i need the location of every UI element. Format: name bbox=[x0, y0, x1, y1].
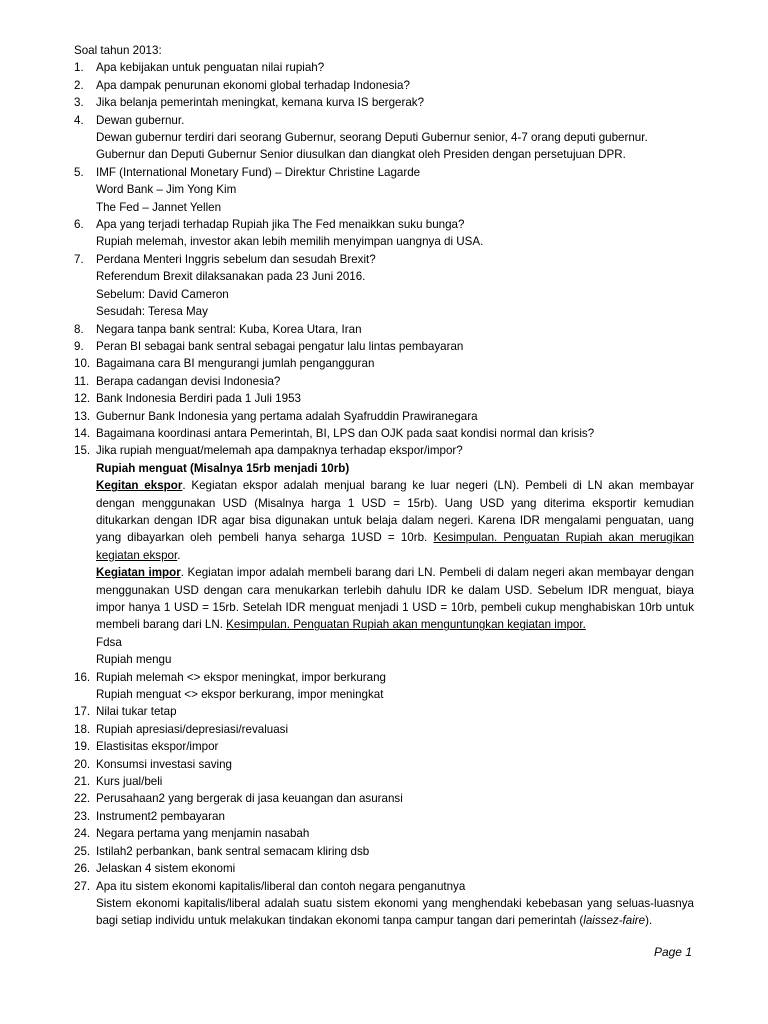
item-line: Rupiah apresiasi/depresiasi/revaluasi bbox=[96, 722, 289, 736]
list-item bbox=[74, 790, 694, 807]
item-number: 12. bbox=[74, 392, 91, 406]
item-body bbox=[96, 355, 694, 372]
list-item bbox=[74, 738, 694, 755]
item-body bbox=[96, 94, 694, 111]
item-number: 5. bbox=[74, 165, 84, 179]
item-line: Referendum Brexit dilaksanakan pada 23 Juni 2016. bbox=[96, 270, 366, 284]
item-number: 11. bbox=[74, 374, 90, 388]
item-number: 9. bbox=[74, 339, 84, 353]
impor-text: . Kegiatan impor adalah membeli barang dari LN. Pembeli di dalam negeri akan membayar dengan menggunakan USD dengan cara menukarkan terlebih dahulu IDR ke dalam USD. Sebelum IDR menguat, biaya impor hanya 1 USD = 15rb. Setelah IDR menguat menjadi 1 USD = 10rb, pembeli cukup menghabiskan 10rb untuk membeli barang dari LN. bbox=[96, 566, 695, 632]
item-line: The Fed – Jannet Yellen bbox=[96, 200, 222, 214]
list-item bbox=[74, 77, 694, 94]
item-15-question: Jika rupiah menguat/melemah apa dampaknya terhadap ekspor/impor? bbox=[96, 444, 463, 458]
item-number: 24. bbox=[74, 827, 91, 841]
item-number: 20. bbox=[74, 757, 91, 771]
item-line: Bank Indonesia Berdiri pada 1 Juli 1953 bbox=[96, 392, 301, 406]
item-body bbox=[96, 373, 694, 390]
item-line: Sebelum: David Cameron bbox=[96, 287, 229, 301]
item-line: IMF (International Monetary Fund) – Direktur Christine Lagarde bbox=[96, 165, 421, 179]
item-body bbox=[96, 442, 694, 668]
item-number: 3. bbox=[74, 96, 84, 110]
list-item bbox=[74, 825, 694, 842]
item-line: Rupiah melemah <> ekspor meningkat, impor berkurang bbox=[96, 670, 386, 684]
impor-paragraph bbox=[96, 564, 694, 634]
item-27-answer-end: ). bbox=[645, 914, 653, 928]
item-body bbox=[96, 773, 694, 790]
item-body bbox=[96, 669, 694, 704]
item-number: 2. bbox=[74, 78, 84, 92]
item-number: 25. bbox=[74, 844, 91, 858]
item-body bbox=[96, 251, 694, 321]
item-number: 10. bbox=[74, 357, 91, 371]
item-body bbox=[96, 808, 694, 825]
item-line: Gubernur Bank Indonesia yang pertama adalah Syafruddin Prawiranegara bbox=[96, 409, 478, 423]
item-number: 18. bbox=[74, 722, 91, 736]
item-15-subheading: Rupiah menguat (Misalnya 15rb menjadi 10rb) bbox=[96, 461, 350, 475]
item-line: Dewan gubernur. bbox=[96, 113, 185, 127]
item-line: Dewan gubernur terdiri dari seorang Gubernur, seorang Deputi Gubernur senior, 4-7 orang deputi gubernur. bbox=[96, 131, 648, 145]
item-body bbox=[96, 843, 694, 860]
item-body bbox=[96, 216, 694, 251]
item-body bbox=[96, 756, 694, 773]
item-number: 6. bbox=[74, 218, 84, 232]
item-line: Bagaimana cara BI mengurangi jumlah pengangguran bbox=[96, 357, 375, 371]
item-body bbox=[96, 860, 694, 877]
list-item-27 bbox=[74, 878, 694, 930]
item-line: Apa yang terjadi terhadap Rupiah jika The Fed menaikkan suku bunga? bbox=[96, 218, 465, 232]
item-line: Konsumsi investasi saving bbox=[96, 757, 232, 771]
list-item bbox=[74, 94, 694, 111]
list-item bbox=[74, 251, 694, 321]
list-item bbox=[74, 59, 694, 76]
item-line: Apa kebijakan untuk penguatan nilai rupiah? bbox=[96, 61, 325, 75]
item-line: Apa dampak penurunan ekonomi global terhadap Indonesia? bbox=[96, 78, 410, 92]
ekspor-conclusion: Kesimpulan. Penguatan Rupiah akan merugikan kegiatan ekspor bbox=[96, 531, 694, 562]
item-number: 16. bbox=[74, 670, 91, 684]
list-item bbox=[74, 408, 694, 425]
list-item bbox=[74, 843, 694, 860]
item-line: Istilah2 perbankan, bank sentral semacam kliring dsb bbox=[96, 844, 370, 858]
ekspor-end: . bbox=[177, 548, 181, 562]
item-27-question: Apa itu sistem ekonomi kapitalis/liberal dan contoh negara penganutnya bbox=[96, 879, 466, 893]
list-item bbox=[74, 703, 694, 720]
list-item bbox=[74, 112, 694, 164]
question-list-continued bbox=[74, 669, 694, 878]
item-body bbox=[96, 59, 694, 76]
item-line: Berapa cadangan devisi Indonesia? bbox=[96, 374, 281, 388]
item-body bbox=[96, 738, 694, 755]
item-body bbox=[96, 425, 694, 442]
list-item bbox=[74, 860, 694, 877]
list-item bbox=[74, 721, 694, 738]
item-line: Word Bank – Jim Yong Kim bbox=[96, 183, 237, 197]
list-item bbox=[74, 669, 694, 704]
question-list bbox=[74, 59, 694, 442]
item-number: 22. bbox=[74, 792, 91, 806]
item-line: Rupiah melemah, investor akan lebih memilih menyimpan uangnya di USA. bbox=[96, 235, 484, 249]
item-line: Bagaimana koordinasi antara Pemerintah, BI, LPS dan OJK pada saat kondisi normal dan krisis? bbox=[96, 426, 595, 440]
item-body bbox=[96, 878, 694, 930]
document-body bbox=[74, 42, 694, 930]
item-number: 4. bbox=[74, 113, 84, 127]
page-number: Page 1 bbox=[653, 945, 692, 959]
item-line: Peran BI sebagai bank sentral sebagai pengatur lalu lintas pembayaran bbox=[96, 339, 464, 353]
item-body bbox=[96, 77, 694, 94]
item-15-note-1: Fdsa bbox=[96, 635, 122, 649]
list-item bbox=[74, 808, 694, 825]
list-item bbox=[74, 756, 694, 773]
item-line: Perdana Menteri Inggris sebelum dan sesudah Brexit? bbox=[96, 252, 376, 266]
impor-conclusion: Kesimpulan. Penguatan Rupiah akan menguntungkan kegiatan impor. bbox=[226, 618, 586, 632]
item-body bbox=[96, 825, 694, 842]
impor-term: Kegiatan impor bbox=[96, 566, 181, 580]
item-body bbox=[96, 164, 694, 216]
item-27-answer-term: laissez-faire bbox=[583, 914, 646, 928]
list-item bbox=[74, 216, 694, 251]
item-line: Jelaskan 4 sistem ekonomi bbox=[96, 862, 236, 876]
item-line: Instrument2 pembayaran bbox=[96, 809, 225, 823]
item-body bbox=[96, 338, 694, 355]
item-line: Gubernur dan Deputi Gubernur Senior diusulkan dan diangkat oleh Presiden dengan persetujuan DPR. bbox=[96, 148, 626, 162]
list-item bbox=[74, 321, 694, 338]
item-body bbox=[96, 790, 694, 807]
item-number: 1. bbox=[74, 61, 84, 75]
item-body bbox=[96, 703, 694, 720]
item-body bbox=[96, 390, 694, 407]
list-item bbox=[74, 773, 694, 790]
item-line: Kurs jual/beli bbox=[96, 775, 163, 789]
item-body bbox=[96, 721, 694, 738]
item-line: Elastisitas ekspor/impor bbox=[96, 740, 219, 754]
item-number: 19. bbox=[74, 740, 91, 754]
item-number: 26. bbox=[74, 862, 91, 876]
list-item bbox=[74, 338, 694, 355]
ekspor-text: . Kegiatan ekspor adalah menjual barang ke luar negeri (LN). Pembeli di LN akan membayar dengan menggunakan USD (Misalnya harga 1 USD = 15rb). Uang USD yang diterima eksportir kemudian ditukarkan dengan IDR agar bisa digunakan untuk belaja dalam negeri. Karena IDR mengalami penguatan, uang yang dibayarkan oleh pembeli hanya seharga 1USD = 10rb. bbox=[96, 479, 694, 545]
ekspor-paragraph bbox=[96, 477, 694, 564]
list-item bbox=[74, 164, 694, 216]
item-number: 23. bbox=[74, 809, 91, 823]
item-line: Negara pertama yang menjamin nasabah bbox=[96, 827, 310, 841]
item-27-answer-start: Sistem ekonomi kapitalis/liberal adalah suatu sistem ekonomi yang menghendaki kebebasan yang seluas-luasnya bagi setiap individu untuk melakukan tindakan ekonomi tanpa campur tangan dari pemerintah ( bbox=[96, 896, 694, 928]
item-27-answer bbox=[96, 895, 694, 930]
list-item bbox=[74, 355, 694, 372]
item-body bbox=[96, 321, 694, 338]
item-body bbox=[96, 112, 694, 164]
list-item bbox=[74, 425, 694, 442]
item-line: Sesudah: Teresa May bbox=[96, 305, 208, 319]
item-number: 13. bbox=[74, 409, 91, 423]
item-number: 8. bbox=[74, 322, 84, 336]
item-number: 7. bbox=[74, 252, 84, 266]
item-line: Perusahaan2 yang bergerak di jasa keuangan dan asuransi bbox=[96, 792, 403, 806]
item-number: 17. bbox=[74, 705, 91, 719]
item-line: Negara tanpa bank sentral: Kuba, Korea Utara, Iran bbox=[96, 322, 362, 336]
ekspor-term: Kegitan ekspor bbox=[96, 479, 183, 493]
item-line: Nilai tukar tetap bbox=[96, 705, 177, 719]
list-item-15 bbox=[74, 442, 694, 668]
item-15-note-2: Rupiah mengu bbox=[96, 653, 172, 667]
item-body bbox=[96, 408, 694, 425]
item-number: 27. bbox=[74, 879, 91, 893]
list-item bbox=[74, 373, 694, 390]
item-number: 21. bbox=[74, 775, 91, 789]
document-heading: Soal tahun 2013: bbox=[74, 44, 162, 57]
item-line: Jika belanja pemerintah meningkat, kemana kurva IS bergerak? bbox=[96, 96, 425, 110]
item-line: Rupiah menguat <> ekspor berkurang, impor meningkat bbox=[96, 688, 384, 702]
item-number: 14. bbox=[74, 426, 91, 440]
item-number: 15. bbox=[74, 444, 91, 458]
list-item bbox=[74, 390, 694, 407]
